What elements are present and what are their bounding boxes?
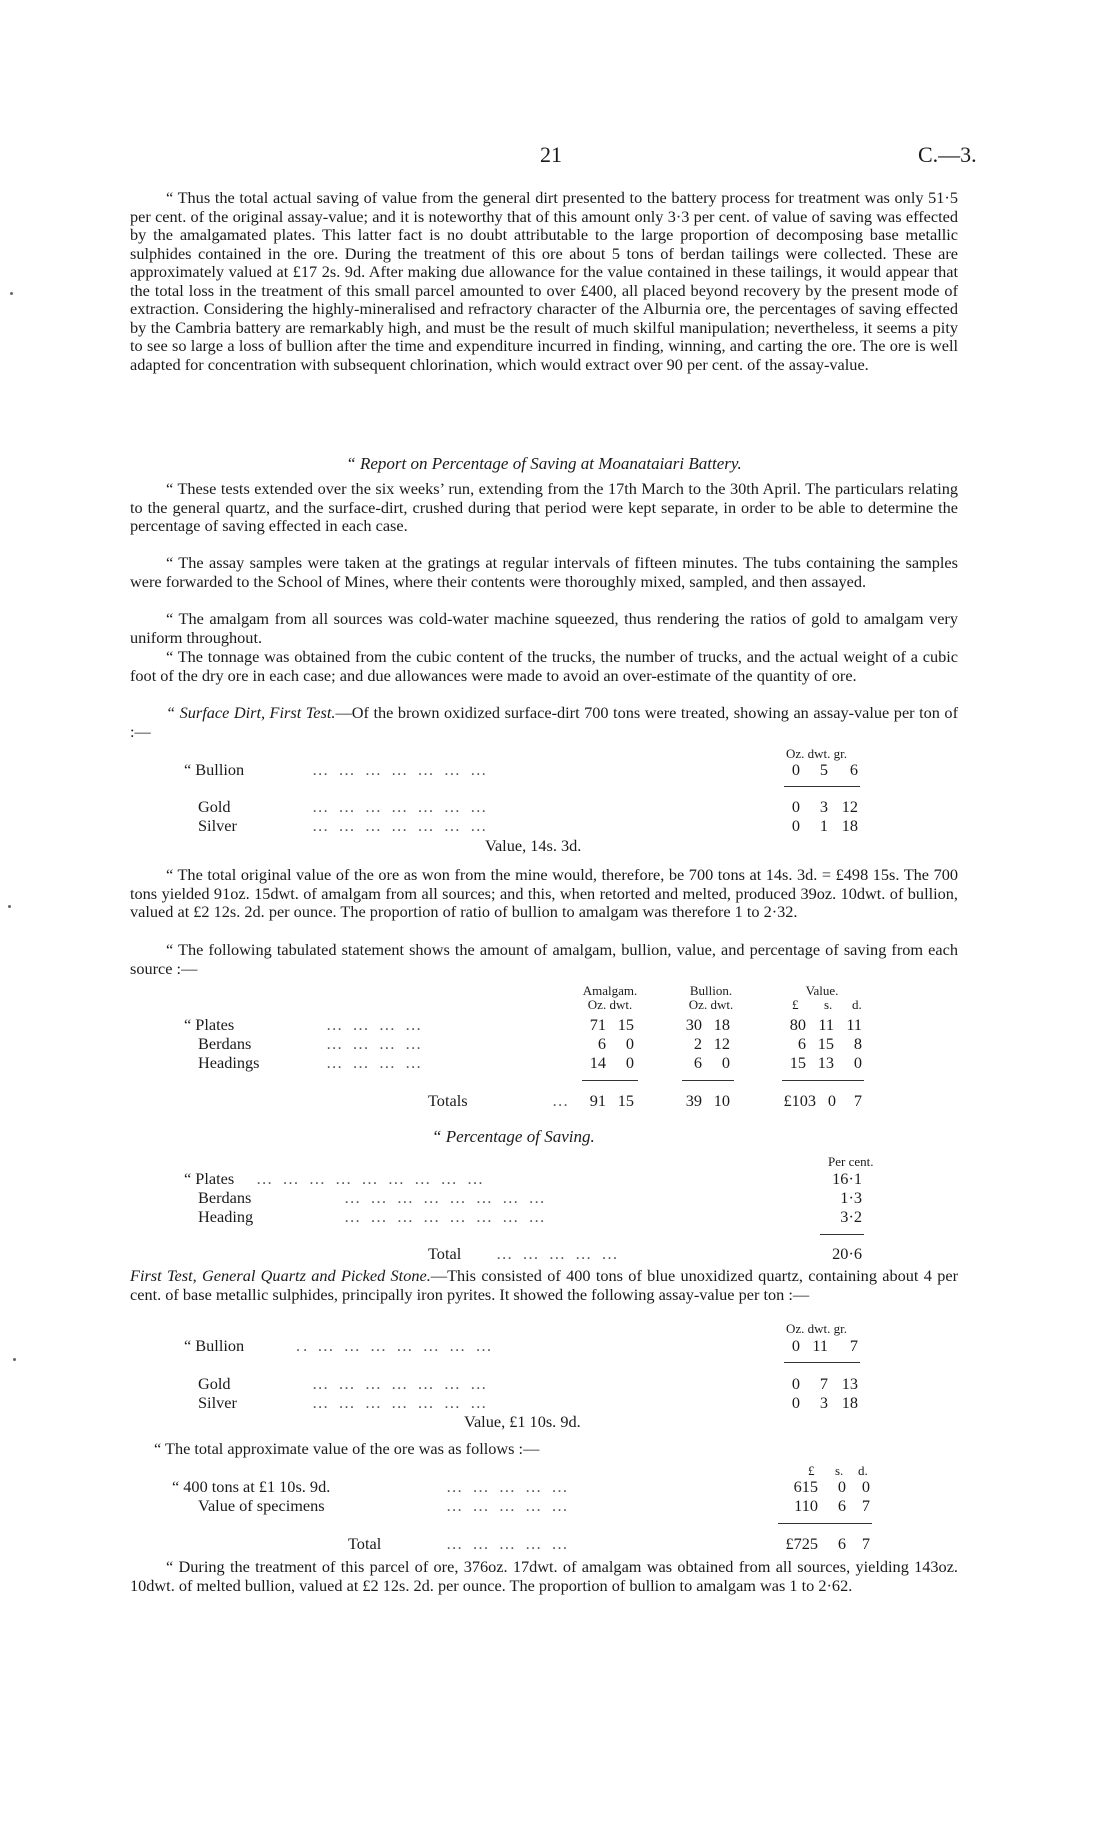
subheader-pounds: £ (792, 997, 799, 1012)
percentage-unit: Per cent. (828, 1154, 874, 1169)
value-total-rule (782, 1080, 864, 1081)
assay2-gold-dwt: 7 (819, 1374, 828, 1393)
ore-unit-pence: d. (858, 1463, 868, 1478)
scan-speck (13, 1358, 16, 1361)
percentage-heading: “ Percentage of Saving. (432, 1127, 595, 1146)
paragraph-ore-value-intro: “ The total approximate value of the ore was as follows :— (154, 1439, 540, 1458)
document-reference: C.—3. (918, 142, 977, 167)
paragraph-alburnia-summary: “ Thus the total actual saving of value from the general dirt presented to the battery process for treatment was only 51·5 per cent. of the original assay-value; and it is noteworthy that of this amount only 3·3 per cent. of value of saving was effected by the amalgamated plates. This latter fact is no doubt attributable to the large proportion of decomposing base metallic sulphides contained in the ore. During the treatment of this ore about 5 tons of berdan tailings were collected. These are approximately valued at £17 2s. 9d. After making due allowance for the value contained in these tailings, it would appear that the total loss in the treatment of this small parcel amounted to over £400, all placed beyond recovery by the present mode of extraction. Considering the highly-mineralised and refractory character of the Alburnia ore, the percentages of saving effected by the Cambria battery are remarkably high, and must be the result of much skilful manipulation; nevertheless, it seems a pity to see so large a loss of bullion after the time and expenditure incurred in finding, winning, and carting the ore. The ore is well adapted for concentration with subsequent chlorination, which would extract over 90 per cent. of the assay-value. (130, 188, 958, 374)
assay2-silver-label: Silver (198, 1393, 237, 1412)
totals-amalgam-oz: 91 (589, 1091, 606, 1110)
source-value-pounds: 80 (789, 1015, 806, 1034)
assay2-units: Oz. dwt. gr. (786, 1321, 848, 1336)
source-amalgam-oz: 14 (589, 1053, 606, 1072)
source-value-shillings: 11 (818, 1015, 834, 1034)
percentage-row-label: “ Plates (184, 1169, 235, 1188)
percentage-value: 16·1 (832, 1169, 862, 1188)
paragraph-assay-samples: “ The assay samples were taken at the gratings at regular intervals of fifteen minutes. The tubs containing the samples were forwarded to the School of Mines, where their contents were thoroughly mixed, sampled, and then assayed. (130, 553, 958, 591)
paragraph-tests-extent: “ These tests extended over the six weeks’ run, extending from the 17th March to the 30th April. The particulars relating to the general quartz, and the surface-dirt, crushed during that period were kept separate, in order to be able to determine the percentage of saving effected in each case. (130, 479, 958, 535)
ore-row-pence: 7 (861, 1496, 870, 1515)
col-header-value: Value. (805, 983, 839, 998)
totals-value-pence: 7 (853, 1091, 862, 1110)
percentage-total-label: Total (428, 1244, 462, 1263)
ore-row-pounds: 110 (794, 1496, 818, 1515)
assay1-gold-dwt: 3 (819, 797, 828, 816)
assay1-silver-dwt: 1 (819, 816, 828, 835)
source-amalgam-dwt: 0 (625, 1053, 634, 1072)
surface-dirt-test-title: “ Surface Dirt, First Test. (166, 703, 336, 722)
source-amalgam-dwt: 0 (625, 1034, 634, 1053)
assay1-silver-oz: 0 (791, 816, 800, 835)
scan-speck (8, 905, 11, 908)
source-value-pounds: 15 (789, 1053, 806, 1072)
source-row-label: Headings (198, 1053, 260, 1072)
source-amalgam-dwt: 15 (617, 1015, 634, 1034)
assay1-bullion-label: “ Bullion (184, 760, 245, 779)
assay2-bullion-oz: 0 (791, 1336, 800, 1355)
assay2-value: Value, £1 10s. 9d. (464, 1412, 581, 1431)
assay1-silver-gr: 18 (841, 816, 858, 835)
totals-bullion-dwt: 10 (713, 1091, 730, 1110)
paragraph-tabulated-intro: “ The following tabulated statement shows the amount of amalgam, bullion, value, and percentage of saving from each source :— (130, 940, 958, 978)
amalgam-total-rule (582, 1080, 638, 1081)
assay1-bullion-oz: 0 (791, 760, 800, 779)
ore-total-label: Total (348, 1534, 382, 1553)
ore-total-pence: 7 (861, 1534, 870, 1553)
assay1-gold-label: Gold (198, 797, 231, 816)
ore-row-pence: 0 (861, 1477, 870, 1496)
totals-value-shillings: 0 (827, 1091, 836, 1110)
source-bullion-oz: 30 (685, 1015, 702, 1034)
assay2-silver-oz: 0 (791, 1393, 800, 1412)
assay1-bullion-dwt: 5 (819, 760, 828, 779)
totals-value-pounds: £103 (783, 1091, 816, 1110)
subheader-pence: d. (852, 997, 862, 1012)
percentage-row-label: Berdans (198, 1188, 252, 1207)
source-value-pounds: 6 (797, 1034, 806, 1053)
source-value-pence: 8 (853, 1034, 862, 1053)
paragraph-original-value: “ The total original value of the ore as won from the mine would, therefore, be 700 tons at 14s. 3d. = £498 15s. The 700 tons yielded 91oz. 15dwt. of amalgam from all sources; and this, when retorted and melted, produced 39oz. 10dwt. of bullion, valued at £2 12s. 2d. per ounce. The proportion of ratio of bullion to amalgam was therefore 1 to 2·32. (130, 865, 958, 921)
ore-unit-shillings: s. (835, 1463, 844, 1478)
assay2-gold-gr: 13 (841, 1374, 858, 1393)
source-bullion-dwt: 12 (713, 1034, 730, 1053)
ore-total-rule (778, 1523, 872, 1524)
assay2-rule (784, 1362, 860, 1363)
ore-total-shillings: 6 (837, 1534, 846, 1553)
percentage-total-value: 20·6 (832, 1244, 862, 1263)
assay2-silver-gr: 18 (841, 1393, 858, 1412)
percentage-value: 1·3 (840, 1188, 862, 1207)
ore-row-shillings: 0 (837, 1477, 846, 1496)
source-value-shillings: 15 (817, 1034, 834, 1053)
ore-unit-pounds: £ (808, 1463, 815, 1478)
percentage-total-rule (820, 1234, 864, 1235)
surface-dirt-test-text: —Of the brown oxidized surface-dirt 700 tons were treated, showing an assay-value per ton of :— (130, 703, 958, 741)
source-bullion-oz: 2 (693, 1034, 702, 1053)
assay2-silver-dwt: 3 (819, 1393, 828, 1412)
bullion-total-rule (682, 1080, 734, 1081)
paragraph-surface-dirt-test (130, 704, 958, 741)
ore-row-pounds: 615 (793, 1477, 818, 1496)
assay1-bullion-gr: 6 (849, 760, 858, 779)
assay2-bullion-dwt: 11 (812, 1336, 828, 1355)
assay1-units: Oz. dwt. gr. (786, 746, 848, 761)
assay2-bullion-label: “ Bullion (184, 1336, 245, 1355)
assay1-gold-gr: 12 (841, 797, 858, 816)
totals-amalgam-dwt: 15 (617, 1091, 634, 1110)
source-row-label: Berdans (198, 1034, 252, 1053)
assay2-bullion-gr: 7 (849, 1336, 858, 1355)
subheader-shillings: s. (824, 997, 833, 1012)
subheader-amalgam: Oz. dwt. (587, 997, 633, 1012)
ore-row-shillings: 6 (837, 1496, 846, 1515)
paragraph-tonnage: “ The tonnage was obtained from the cubic content of the trucks, the number of trucks, and the actual weight of a cubic foot of the dry ore in each case; and due allowances were made to avoid an over-estimate of the quantity of ore. (130, 647, 958, 685)
source-value-pence: 0 (853, 1053, 862, 1072)
source-row-label: “ Plates (184, 1015, 235, 1034)
source-bullion-dwt: 0 (721, 1053, 730, 1072)
paragraph-amalgam-source: “ The amalgam from all sources was cold-water machine squeezed, thus rendering the ratios of gold to amalgam very uniform throughout. (130, 609, 958, 647)
assay2-gold-oz: 0 (791, 1374, 800, 1393)
source-bullion-oz: 6 (693, 1053, 702, 1072)
assay1-value: Value, 14s. 3d. (485, 836, 582, 855)
subheader-bullion: Oz. dwt. (688, 997, 734, 1012)
source-value-pence: 11 (846, 1015, 862, 1034)
totals-bullion-oz: 39 (685, 1091, 702, 1110)
assay1-rule (784, 786, 860, 787)
scan-speck (10, 292, 13, 295)
page-number: 21 (540, 142, 562, 167)
ore-total-pounds: £725 (785, 1534, 818, 1553)
document-page: 21 C.—3. “ Thus the total actual saving of value from the general dirt presented to the battery process for treatment was only 51·5 per cent. of the original assay-value; and it is noteworthy that of this amount only 3·3 per cent. of value of saving was effected by the amalgamated plates. This latter fact is no doubt attributable to the large proportion of decomposing base metallic sulphides contained in the ore. During the treatment of this ore about 5 tons of berdan tailings were collected. These are approximately valued at £17 2s. 9d. After making due allowance for the value contained in these tailings, it would appear that the total loss in the treatment of this small parcel amounted to over £400, all placed beyond recovery by the present mode of extraction. Considering the highly-mineralised and refractory character of the Alburnia ore, the percentages of saving effected by the Cambria battery are remarkably high, and must be the result of much skilful manipulation; nevertheless, it seems a pity to see so large a loss of bullion after the time and expenditure incurred in finding, winning, and carting the ore. The ore is well adapted for concentration with subsequent chlorination, which would extract over 90 per cent. of the assay-value. “ Report on Percentage of Saving at Moanataiari Battery. “ These tests extended over the six weeks’ run, extending from the 17th March to the 30th April. The particulars relating to the general quartz, and the surface-dirt, crushed during that period were kept separate, in order to be able to determine the percentage of saving effected in each case. “ The assay samples were taken at the gratings at regular intervals of fifteen minutes. The tubs containing the samples were forwarded to the School of Mines, where their contents were thoroughly mixed, sampled, and then assayed. “ The amalgam from all sources was cold-water machine squeezed, thus rendering the ratios of gold to amalgam very uniform throughout. “ The tonnage was obtained from the cubic content of the trucks, the number of trucks, and the actual weight of a cubic foot of the dry ore in each case; and due allowances were made to avoid an over-estimate of the quantity of ore. “ Surface Dirt, First Test.—Of the brown oxidized surface-dirt 700 tons were treated, showing an assay-value per ton of :— Oz. dwt. gr. “ Bullion … … … … … … … 0 5 6 Gold … … … … … … … 0 3 12 Silver … … … … … … … 0 1 18 Value, 14s. 3d. “ The total original value of the ore as won from the mine would, therefore, be 700 tons at 14s. 3d. = £498 15s. The 700 tons yielded 91oz. 15dwt. of amalgam from all sources; and this, when retorted and melted, produced 39oz. 10dwt. of bullion, valued at £2 12s. 2d. per ounce. The proportion of ratio of bullion to amalgam was therefore 1 to 2·32. “ The following tabulated statement shows the amount of amalgam, bullion, value, and percentage of saving from each source :— Amalgam. Bullion. Value. Oz. dwt. Oz. dwt. £ s. d. “ Plates … … … … 71 15 30 18 80 11 11 Berdans … … … … 6 0 2 12 6 15 8 Headings … … … … 14 0 6 0 15 13 0 Totals … 91 15 39 10 £103 0 7 “ Percentage of Saving. Per cent. “ Plates … … … … … … … … … 16·1 Berdans … … … … … … … … 1·3 Heading … … … … … … … … 3·2 Total … … … … … 20·6 First Test, General Quartz and Picked Stone.—This consisted of 400 tons of blue unoxidized quartz, containing about 4 per cent. of base metallic sulphides, principally iron pyrites. It showed the following assay-value per ton :— Oz. dwt. gr. “ Bullion .. … … … … … … … 0 11 7 Gold … … … … … … … 0 7 13 Silver … … … … … … … 0 3 18 Value, £1 10s. 9d. “ The total approximate value of the ore was as follows :— £ s. d. “ 400 tons at £1 10s. 9d. … … … … … 615 0 0 Value of specimens … … … … … 110 6 7 Total … … … … … £725 6 7 “ During the treatment of this parcel of ore, 376oz. 17dwt. of amalgam was obtained from all sources, yielding 143oz. 10dwt. of melted bullion, valued at £2 12s. 2d. per ounce. The proportion of bullion to amalgam was 1 to 2·62. (0, 0, 1114, 1821)
source-bullion-dwt: 18 (713, 1015, 730, 1034)
general-quartz-test-text: —This consisted of 400 tons of blue unoxidized quartz, containing about 4 per cent. of base metallic sulphides, principally iron pyrites. It showed the following assay-value per ton :— (130, 1266, 958, 1304)
paragraph-treatment-result: “ During the treatment of this parcel of ore, 376oz. 17dwt. of amalgam was obtained from all sources, yielding 143oz. 10dwt. of melted bullion, valued at £2 12s. 2d. per ounce. The proportion of bullion to amalgam was 1 to 2·62. (130, 1557, 958, 1595)
assay1-silver-label: Silver (198, 816, 237, 835)
source-value-shillings: 13 (817, 1053, 834, 1072)
report-heading: “ Report on Percentage of Saving at Moanataiari Battery. (346, 454, 742, 473)
assay2-gold-label: Gold (198, 1374, 231, 1393)
source-amalgam-oz: 6 (597, 1034, 606, 1053)
percentage-value: 3·2 (840, 1207, 862, 1226)
general-quartz-test-title: First Test, General Quartz and Picked Stone. (130, 1266, 431, 1285)
source-totals-label: Totals (428, 1091, 468, 1110)
ore-row-label: Value of specimens (198, 1496, 325, 1515)
percentage-row-label: Heading (198, 1207, 254, 1226)
paragraph-general-quartz-test (130, 1267, 958, 1304)
col-header-amalgam: Amalgam. (582, 983, 638, 998)
assay1-gold-oz: 0 (791, 797, 800, 816)
col-header-bullion: Bullion. (689, 983, 733, 998)
ore-row-label: “ 400 tons at £1 10s. 9d. (172, 1477, 331, 1496)
source-amalgam-oz: 71 (589, 1015, 606, 1034)
